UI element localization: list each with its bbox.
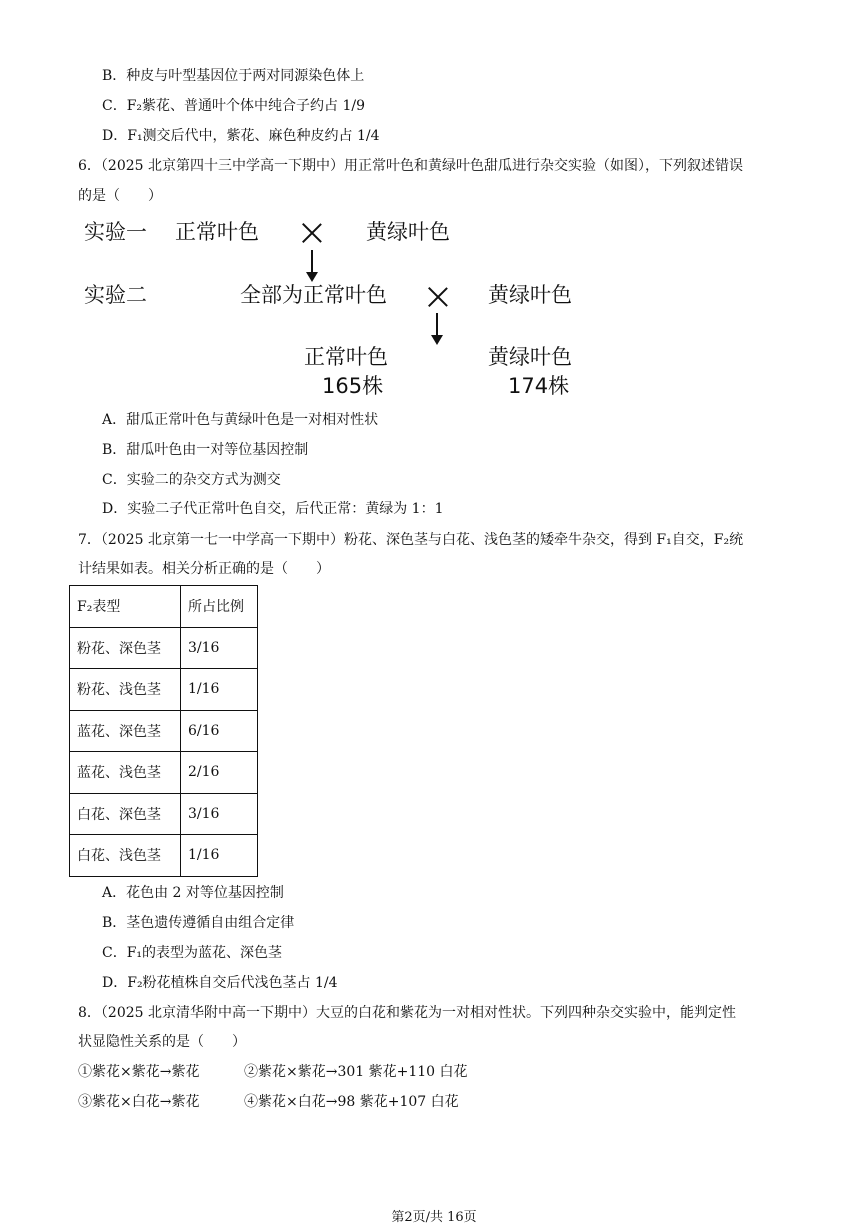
header-phenotype: F₂表型	[70, 586, 181, 628]
header-ratio: 所占比例	[181, 586, 258, 628]
offspring-normal-count: 165株	[322, 374, 384, 398]
q5-option-c: C．F₂紫花、普通叶个体中纯合子约占 1/9	[102, 98, 366, 114]
q8-item-4: ④紫花×白花→98 紫花+107 白花	[244, 1094, 459, 1110]
q6-option-b: B．甜瓜叶色由一对等位基因控制	[102, 442, 309, 458]
exp2-parent1: 全部为正常叶色	[240, 283, 387, 307]
table-row	[70, 669, 258, 711]
table-row	[70, 835, 258, 877]
exp1-parent1: 正常叶色	[175, 220, 259, 244]
table-cell-ratio: 3/16	[181, 793, 258, 835]
q7-option-c: C．F₁的表型为蓝花、深色茎	[102, 945, 283, 961]
offspring-yellowgreen-count: 174株	[508, 374, 570, 398]
q7-option-a: A．花色由 2 对等位基因控制	[102, 885, 284, 901]
q7-stem-line1: 7．（2025 北京第一七一中学高一下期中）粉花、深色茎与白花、浅色茎的矮牵牛杂交，得到 F₁自交，F₂统	[78, 532, 744, 548]
q8-stem-line2: 状显隐性关系的是（ ）	[78, 1034, 246, 1050]
q8-item-2: ②紫花×紫花→301 紫花+110 白花	[244, 1064, 468, 1080]
cross-symbol-1	[302, 223, 322, 243]
table-row	[70, 627, 258, 669]
q8-stem-line1: 8．（2025 北京清华附中高一下期中）大豆的白花和紫花为一对相对性状。下列四种杂交实验中，能判定性	[78, 1005, 736, 1021]
down-arrow-2	[431, 313, 443, 345]
q8-item-3: ③紫花×白花→紫花	[78, 1094, 200, 1110]
phenotype-ratio-table	[69, 585, 258, 877]
q6-option-c: C．实验二的杂交方式为测交	[102, 472, 281, 488]
table-row	[70, 793, 258, 835]
q6-stem-line2: 的是（ ）	[78, 188, 162, 204]
table-cell-phenotype: 粉花、深色茎	[70, 627, 181, 669]
exp2-label: 实验二	[84, 283, 147, 307]
table-cell-phenotype: 蓝花、浅色茎	[70, 752, 181, 794]
table-row	[70, 710, 258, 752]
q6-stem-line1: 6．（2025 北京第四十三中学高一下期中）用正常叶色和黄绿叶色甜瓜进行杂交实验（如图），下列叙述错误	[78, 158, 743, 174]
table-cell-phenotype: 蓝花、深色茎	[70, 710, 181, 752]
table-cell-ratio: 3/16	[181, 627, 258, 669]
table-cell-ratio: 1/16	[181, 669, 258, 711]
offspring-yellowgreen: 黄绿叶色	[488, 345, 572, 369]
q5-option-d: D．F₁测交后代中，紫花、麻色种皮约占 1/4	[102, 128, 380, 144]
table-cell-phenotype: 白花、浅色茎	[70, 835, 181, 877]
exp1-label: 实验一	[84, 220, 147, 244]
q6-option-d: D．实验二子代正常叶色自交，后代正常：黄绿为 1：1	[102, 501, 444, 517]
exp1-parent2: 黄绿叶色	[366, 220, 450, 244]
offspring-normal: 正常叶色	[304, 345, 388, 369]
q5-option-b: B．种皮与叶型基因位于两对同源染色体上	[102, 68, 365, 84]
q8-item-1: ①紫花×紫花→紫花	[78, 1064, 200, 1080]
table-cell-phenotype: 粉花、浅色茎	[70, 669, 181, 711]
table-cell-phenotype: 白花、深色茎	[70, 793, 181, 835]
q7-option-d: D．F₂粉花植株自交后代浅色茎占 1/4	[102, 975, 338, 991]
exp2-parent2: 黄绿叶色	[488, 283, 572, 307]
page-number: 第2页/共 16页	[391, 1210, 477, 1225]
q6-option-a: A．甜瓜正常叶色与黄绿叶色是一对相对性状	[102, 412, 379, 428]
q7-option-b: B．茎色遗传遵循自由组合定律	[102, 915, 295, 931]
q7-stem-line2: 计结果如表。相关分析正确的是（ ）	[78, 561, 330, 577]
down-arrow-1	[306, 250, 318, 282]
table-cell-ratio: 6/16	[181, 710, 258, 752]
cross-symbol-2	[428, 287, 448, 307]
table-cell-ratio: 1/16	[181, 835, 258, 877]
table-cell-ratio: 2/16	[181, 752, 258, 794]
table-row	[70, 752, 258, 794]
table-header-row	[70, 586, 258, 628]
